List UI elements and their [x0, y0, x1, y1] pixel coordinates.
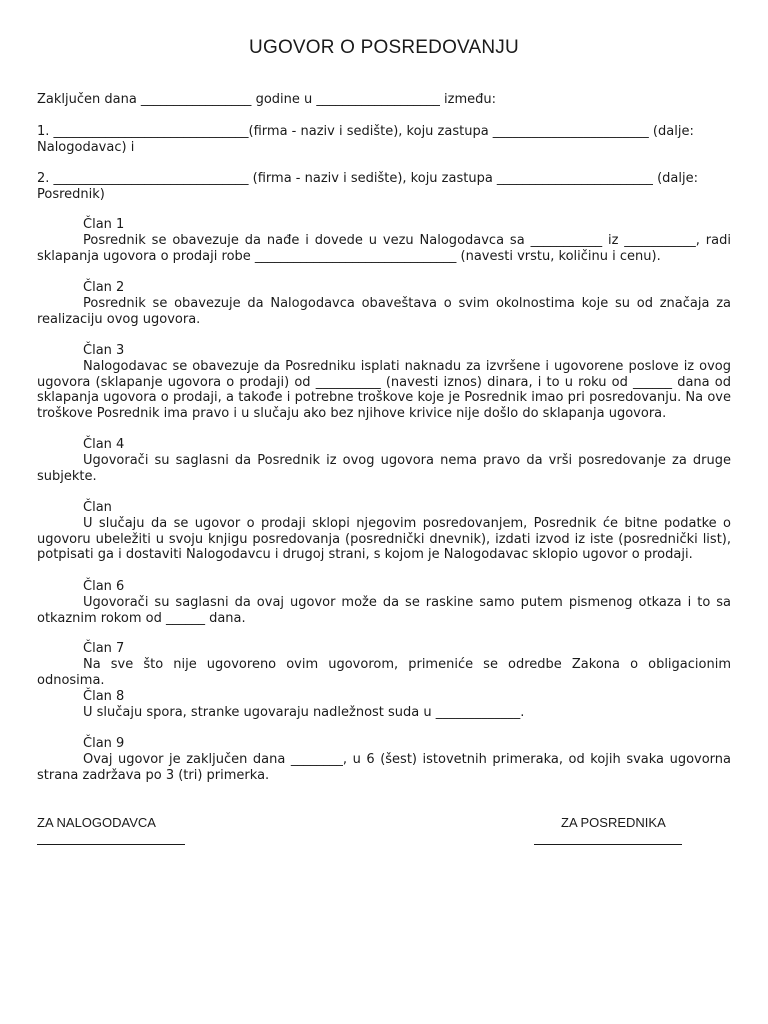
article-5-title: Član [83, 500, 112, 515]
party-1: 1. ______________________________(firma - naziv i sedište), koju zastupa ________________________ (dalje: Nalogodavac) i [37, 124, 694, 155]
document-title: UGOVOR O POSREDOVANJU [249, 37, 519, 58]
article-4-text: Ugovorači su saglasni da Posrednik iz ovog ugovora nema pravo da vrši posredovanje za druge subjekte. [37, 453, 731, 484]
article-2-title: Član 2 [83, 280, 125, 295]
article-7-title: Član 7 [83, 641, 125, 656]
signature-label-nalogodavac: ZA NALOGODAVCA [37, 815, 156, 830]
article-3-title: Član 3 [83, 343, 125, 358]
signature-label-posrednik: ZA POSREDNIKA [561, 815, 666, 830]
article-1-title: Član 1 [83, 217, 125, 232]
article-7-text: Na sve što nije ugovoreno ovim ugovorom, primeniće se odredbe Zakona o obligacionim odnosima. [37, 657, 731, 688]
article-2-text: Posrednik se obavezuje da Nalogodavca obaveštava o svim okolnostima koje su od značaja za realizaciju ovog ugovora. [37, 296, 731, 327]
signature-line-nalogodavac [37, 844, 185, 845]
article-8-text: U slučaju spora, stranke ugovaraju nadležnost suda u _____________. [83, 705, 525, 720]
article-9-text: Ovaj ugovor je zaključen dana ________, u 6 (šest) istovetnih primeraka, od kojih svaka ugovorna strana zadržava po 3 (tri) primerka. [37, 752, 731, 783]
article-6-title: Član 6 [83, 579, 125, 594]
article-1-text: Posrednik se obavezuje da nađe i dovede u vezu Nalogodavca sa ___________ iz ___________, radi sklapanja ugovora o prodaji robe _______________________________ (navesti vrstu, količinu i cenu). [37, 233, 731, 264]
article-6-text: Ugovorači su saglasni da ovaj ugovor može da se raskine samo putem pismenog otkaza i to sa otkaznim rokom od ______ dana. [37, 595, 731, 626]
article-8-title: Član 8 [83, 689, 125, 704]
article-5-text: U slučaju da se ugovor o prodaji sklopi njegovim posredovanjem, Posrednik će bitne podatke o ugovoru ubeležiti u svoju knjigu posredovanja (posrednički dnevnik), izdati izvod iz iste (posrednički list), potpisati ga i dostaviti Nalogodavcu i drugoj strani, s kojom je Nalogodavac sklopio ugovor o prodaji. [37, 516, 731, 562]
party-2: 2. ______________________________ (firma - naziv i sedište), koju zastupa ________________________ (dalje: Posrednik) [37, 171, 698, 202]
article-3-text: Nalogodavac se obavezuje da Posredniku isplati naknadu za izvršene i ugovorene poslove iz ovog ugovora (sklapanje ugovora o prodaji) od __________ (navesti iznos) dinara, i to u roku od ______ dana od sklapanja ugovora o prodaji, a takođe i potrebne troškove koje je Posrednik imao pri posredovanju. Na ove troškove Posrednik ima pravo i u slučaju ako bez njihove krivice nije došlo do sklapanja ugovora. [37, 359, 731, 421]
article-9-title: Član 9 [83, 736, 125, 751]
signature-line-posrednik [534, 844, 682, 845]
article-4-title: Član 4 [83, 437, 125, 452]
intro-line: Zaključen dana _________________ godine u ___________________ između: [37, 92, 496, 107]
